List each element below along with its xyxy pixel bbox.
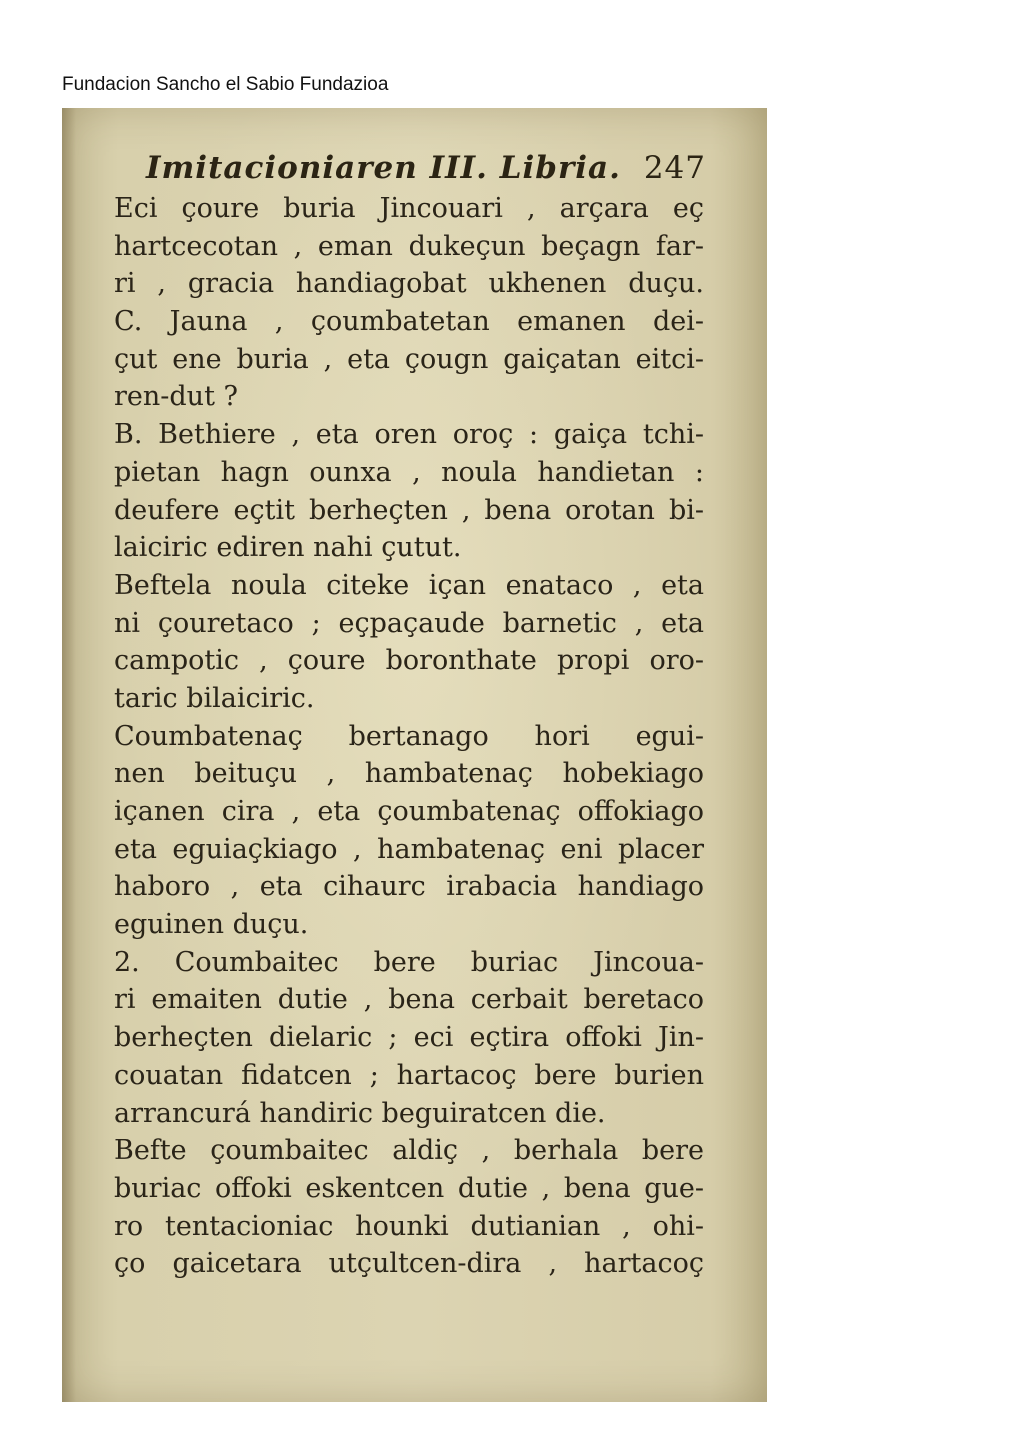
text-line: ren-dut ? [114,381,238,413]
text-line: Eci çoure buria Jincouari , arçara eç [114,193,704,224]
text-line: Befte çoumbaitec aldiç , berhala bere [114,1135,704,1167]
text-line: laiciric ediren nahi çutut. [114,532,462,564]
running-head [146,150,706,186]
text-line: haboro , eta cihaurc irabacia handiago [114,871,704,903]
text-line: deufere eçtit berheçten , bena orotan bi- [114,494,704,526]
text-line: buriac offoki eskentcen dutie , bena gue- [114,1172,704,1204]
text-line: hartcecotan , eman dukeçun beçagn far- [114,230,704,262]
text-line: eguinen duçu. [114,909,309,941]
text-line: berheçten dielaric ; eci eçtira offoki Jin- [114,1022,704,1054]
text-line: Beftela noula citeke içan enataco , eta [114,569,704,601]
text-line: eta eguiaçkiago , hambatenaç eni placer [114,833,704,865]
text-line: nen beituçu , hambatenaç hobekiago [114,758,704,790]
text-line: campotic , çoure boronthate propi oro- [114,645,704,677]
text-line: couatan fidatcen ; hartacoç bere burien [114,1059,704,1091]
text-line: ri emaiten dutie , bena cerbait beretaco [114,984,704,1016]
text-line: ro tentacioniac hounki dutianian , ohi- [114,1210,704,1242]
text-line: çut ene buria , eta çougn gaiçatan eitci- [114,343,704,375]
page-shadow-edge [62,108,76,1402]
text-line: B. Bethiere , eta oren oroç : gaiça tchi- [114,419,704,451]
text-line: ço gaicetara utçultcen-dira , hartacoç [114,1248,704,1280]
archive-header-note: Fundacion Sancho el Sabio Fundazioa [62,74,389,95]
text-line: C. Jauna , çoumbatetan emanen dei- [114,306,704,338]
text-line: arrancurá handiric beguiratcen die. [114,1097,606,1129]
text-line: Coumbatenaç bertanago hori egui- [114,720,704,752]
text-line: 2. Coumbaitec bere buriac Jincoua- [114,946,704,978]
running-head-title: Imitacioniaren III. Libria. [146,150,621,186]
page-number: 247 [643,150,706,186]
text-line: içanen cira , eta çoumbatenaç offokiago [114,796,704,827]
text-line: ni çouretaco ; eçpaçaude barnetic , eta [114,607,704,639]
text-line: ri , gracia handiagobat ukhenen duçu. [114,268,704,300]
text-line: taric bilaiciric. [114,682,315,714]
scanned-book-page [62,108,767,1402]
page-text-block [114,190,704,1283]
text-line: pietan hagn ounxa , noula handietan : [114,456,704,488]
